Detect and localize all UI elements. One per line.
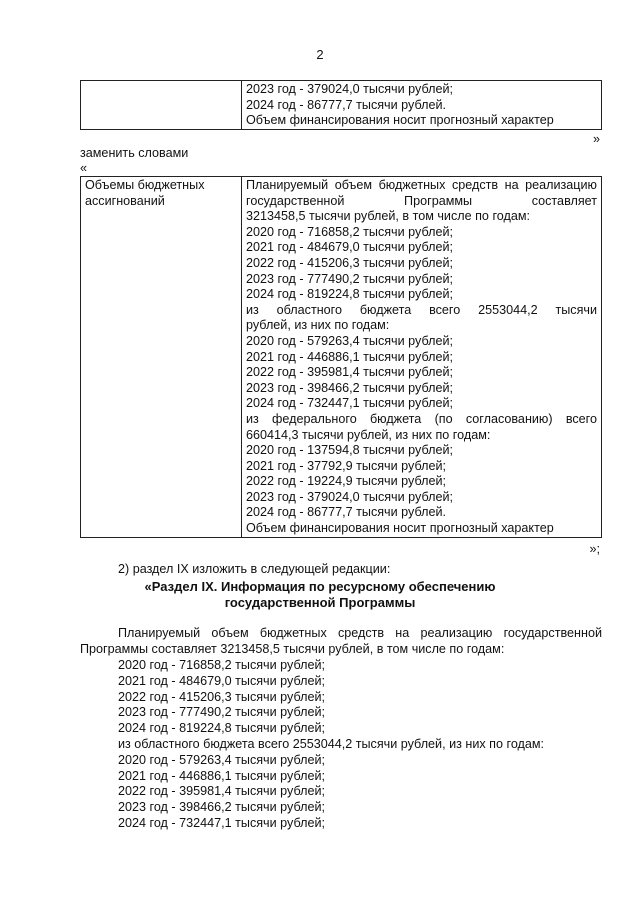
closing-quote-1: » [592,132,600,146]
item-2-text: 2) раздел IX изложить в следующей редакции: [118,562,391,576]
body-paragraph [80,626,602,658]
table-fragment-top [80,80,602,130]
list-item: 2023 год - 777490,2 тысячи рублей; [118,705,325,720]
federal-budget-text: из федерального бюджета (по согласованию) всего [246,411,597,426]
list-item: 2022 год - 19224,9 тысячи рублей; [246,474,446,489]
line-2023: 2023 год - 379024,0 тысячи рублей; [246,82,453,96]
list-item: 2023 год - 777490,2 тысячи рублей; [246,271,453,286]
list-item: 2020 год - 137594,8 тысячи рублей; [246,443,453,458]
body-paragraph-line-2: Программы составляет 3213458,5 тысячи рублей, в том числе по годам: [80,641,505,656]
planned-volume-text: Планируемый объем бюджетных средств на реализацию государственной Программы составляет [246,178,597,208]
budget-allocations-table [80,176,602,538]
table-cell-label [81,81,242,130]
table-cell-content [242,177,602,538]
line-2024: 2024 год - 86777,7 тысячи рублей. [246,97,446,112]
replace-words-text: заменить словами [80,146,189,160]
line-forecast-note: Объем финансирования носит прогнозный характер [246,113,554,128]
regional-budget-line: рублей, из них по годам: [246,318,390,333]
table-cell-label [81,177,242,538]
list-item: 2024 год - 732447,1 тысячи рублей; [246,396,453,411]
list-item: 2021 год - 37792,9 тысячи рублей; [246,458,446,473]
list-item: 2024 год - 819224,8 тысячи рублей; [246,287,453,302]
section-title-line-2: государственной Программы [224,595,416,610]
list-item: 2022 год - 395981,4 тысячи рублей; [246,365,453,380]
forecast-note: Объем финансирования носит прогнозный характер [246,521,554,536]
list-item: 2022 год - 415206,3 тысячи рублей; [246,255,453,270]
list-item: 2022 год - 395981,4 тысячи рублей; [118,784,325,799]
regional-budget-line: из областного бюджета всего 2553044,2 тысячи рублей, из них по годам: [118,736,545,751]
list-item: 2021 год - 484679,0 тысячи рублей; [246,240,453,255]
list-item: 2024 год - 732447,1 тысячи рублей; [118,815,325,830]
list-item: 2023 год - 379024,0 тысячи рублей; [246,489,453,504]
list-item: 2023 год - 398466,2 тысячи рублей; [246,380,453,395]
closing-quote-2: »; [589,542,600,556]
list-item: 2021 год - 446886,1 тысячи рублей; [118,768,325,783]
list-item: 2022 год - 415206,3 тысячи рублей; [118,689,325,704]
body-years-list [118,658,544,832]
list-item: 2021 год - 446886,1 тысячи рублей; [246,349,453,364]
list-item: 2024 год - 86777,7 тысячи рублей. [246,505,446,520]
list-item: 2020 год - 716858,2 тысячи рублей; [246,224,453,239]
list-item: 2020 год - 579263,4 тысячи рублей; [246,333,453,348]
list-item: 2024 год - 819224,8 тысячи рублей; [118,721,325,736]
table-row [81,177,602,538]
body-paragraph-line-1: Планируемый объем бюджетных средств на реализацию государственной [118,626,602,640]
section-title-line-1: «Раздел IX. Информация по ресурсному обеспечению [144,579,496,594]
budget-allocations-label: Объемы бюджетных ассигнований [85,178,205,208]
opening-quote-1: « [80,161,88,175]
table-cell-content [242,81,602,130]
table-row [81,81,602,130]
page-number: 2 [316,47,324,62]
list-item: 2021 год - 484679,0 тысячи рублей; [118,673,325,688]
list-item: 2020 год - 716858,2 тысячи рублей; [118,658,325,672]
regional-budget-text: из областного бюджета всего 2553044,2 тысячи [246,302,597,317]
total-amount-line: 3213458,5 тысячи рублей, в том числе по годам: [246,209,530,224]
list-item: 2020 год - 579263,4 тысячи рублей; [118,752,325,767]
federal-budget-line: 660414,3 тысячи рублей, из них по годам: [246,427,491,442]
list-item: 2023 год - 398466,2 тысячи рублей; [118,800,325,815]
